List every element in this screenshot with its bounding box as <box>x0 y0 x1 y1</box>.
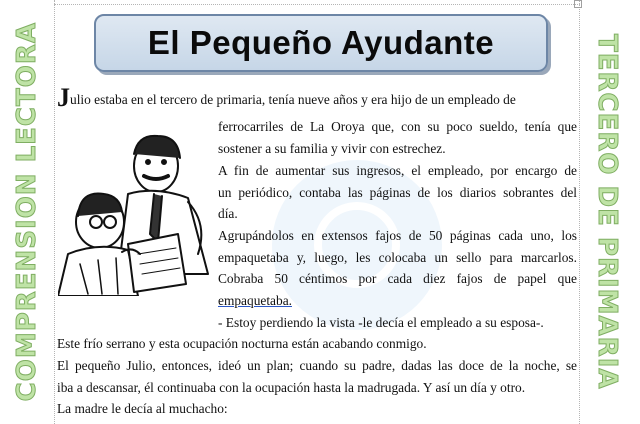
text-line-7: Agrupándolos en extensos fajos de 50 páginas cada uno, los <box>218 228 577 243</box>
text-line-10: empaquetaba. <box>218 293 292 308</box>
text-line-4: A fin de aumentar sus ingresos, el empleado, por encargo de <box>218 163 577 178</box>
side-banner-left-text: COMPRENSION LECTORA <box>12 22 42 402</box>
text-line-9: Cobraba 50 céntimos por cada diez fajos de papel que <box>218 271 577 286</box>
text-line-15: La madre le decía al muchacho: <box>57 401 228 416</box>
text-line-3: sostener a su familia y vivir con estrechez. <box>218 141 446 156</box>
text-line-13: El pequeño Julio, entonces, ideó un plan; cuando su padre, dadas las doce de la noche, se <box>57 358 577 373</box>
illustration-men-reading <box>58 124 214 296</box>
text-line-12: Este frío serrano y esta ocupación nocturna están acabando conmigo. <box>57 336 427 351</box>
side-banner-right-text: TERCERO DE PRIMARIA <box>592 34 622 390</box>
text-line-6: día. <box>218 206 238 221</box>
text-line-1: Julio estaba en el tercero de primaria, tenía nueve años y era hijo de un empleado de <box>57 83 516 112</box>
page-margin-left <box>54 0 55 424</box>
page-title: El Pequeño Ayudante <box>147 24 495 61</box>
drop-cap: J <box>57 83 70 112</box>
text-line-8: empaquetaba y, luego, les colocaba un sello para marcarlos. <box>218 250 577 265</box>
text-line-14: iba a descansar, él continuaba con la ocupación hasta la madrugada. Y así un día y otro. <box>57 380 526 395</box>
page-margin-top <box>54 4 580 5</box>
title-box <box>94 14 548 72</box>
side-banner-right <box>580 0 634 424</box>
side-banner-left <box>0 0 54 424</box>
text-line-11: - Estoy perdiendo la vista -le decía el empleado a su esposa-. <box>218 315 544 330</box>
text-line-2: ferrocarriles de La Oroya que, con su poco sueldo, tenía que <box>218 119 577 134</box>
text-line-5: un periódico, contaba las páginas de los diarios sobrantes del <box>218 185 577 200</box>
